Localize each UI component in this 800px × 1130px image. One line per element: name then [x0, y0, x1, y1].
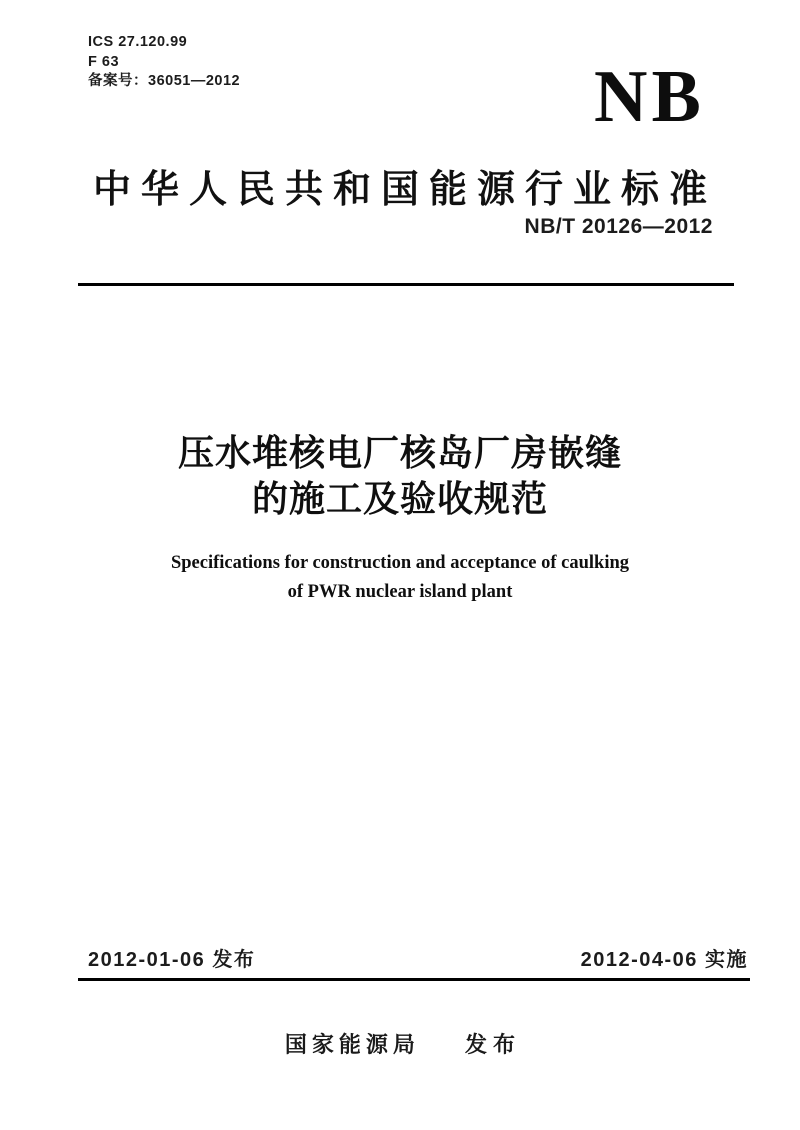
- category-code: F 63: [88, 53, 120, 70]
- nb-logo: NB: [594, 56, 705, 138]
- standard-number: NB/T 20126—2012: [524, 215, 713, 238]
- title-english-line2: of PWR nuclear island plant: [287, 582, 513, 602]
- issue-date: 2012-01-06 发布: [88, 949, 256, 971]
- publisher-name: 国家能源局: [284, 1032, 420, 1057]
- publisher-line: [0, 1028, 800, 1059]
- title-chinese: [0, 430, 800, 522]
- date-bar: [78, 948, 750, 981]
- title-english: [0, 549, 800, 607]
- publish-action: 发 布: [464, 1032, 516, 1057]
- title-chinese-line1: 压水堆核电厂核岛厂房嵌缝: [177, 432, 622, 473]
- implementation-date: 2012-04-06 实施: [580, 949, 748, 971]
- title-chinese-line2: 的施工及验收规范: [251, 478, 548, 519]
- title-english-line1: Specifications for construction and acceptance of caulking: [170, 553, 630, 573]
- meta-block: [88, 33, 240, 92]
- standard-org-title: 中华人民共和国能源行业标准: [92, 169, 717, 211]
- ics-code: ICS 27.120.99: [88, 34, 188, 50]
- header-rule: [78, 283, 734, 286]
- record-number: 备案号：36051—2012: [88, 73, 241, 89]
